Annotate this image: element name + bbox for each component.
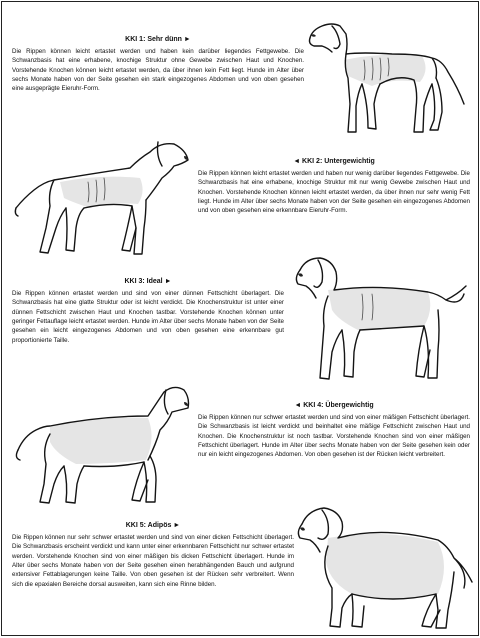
- kki-1-section: [12, 36, 304, 94]
- dog-illustration-ideal: [288, 250, 472, 388]
- kki-4-title: ◄ KKI 4: Übergewichtig: [294, 402, 374, 409]
- kki-4-section: [198, 402, 470, 460]
- kki-5-section: [12, 522, 294, 589]
- kki-4-text: Die Rippen können nur schwer ertastet werden und sind von einer mäßigen Fettschicht überlagert. Die Schwanzbasis ist leicht verdickt und beinhaltet eine mäßige Fettschicht zwischen Haut und Knochen. Die Knochenstruktur ist noch tastbar. Vorstehende Knochen sind von einer mäßigen Fettschicht überlagert. Hunde im Alter über sechs Monate haben von der Seite gesehen kein oder nur ein leicht eingezogenes Abdomen. Von oben gesehen ist der Rücken leicht verbreitert.: [198, 413, 470, 459]
- kki-3-section: [12, 278, 284, 345]
- kki-5-title: KKI 5: Adipös ►: [125, 522, 181, 529]
- kki-2-section: [198, 158, 470, 216]
- body-condition-chart: [1, 1, 479, 636]
- dog-illustration-underweight: [10, 128, 192, 262]
- kki-1-title: KKI 1: Sehr dünn ►: [125, 36, 191, 43]
- dog-illustration-obese: [292, 502, 474, 634]
- kki-5-text: Die Rippen können nur sehr schwer ertastet werden und sind von einer dicken Fettschicht überlagert. Die Schwanzbasis erscheint verdickt und kann unter einer erkennbaren Fettschicht nur schwer ertastet werden. Vorstehende Knochen sind von einer mäßigen bis dicken Fettschicht überlagert. Hunde im Alter über sechs Monate haben von der Seite gesehen einen herabhängenden Bauch und aufgrund extensiver Fettablagerungen keine Taille. Von oben gesehen ist der Rücken sehr verbreitert. Wenn sich die epaxialen Bereiche dorsal ausweiten, kann sich eine Rinne bilden.: [12, 533, 294, 588]
- kki-1-text: Die Rippen können leicht ertastet werden und haben kein darüber liegendes Fettgewebe. Die Schwanzbasis hat eine erhabene, knochige Struktur ohne Gewebe zwischen Haut und Knochen. Vorstehende Knochen können leicht ertastet werden, da über ihnen kein Fett liegt. Hunde im Alter über sechs Monate haben von der Seite gesehen ein stark eingezogenes Abdomen und von oben gesehen eine ausgeprägte Eieruhr-Form.: [12, 47, 304, 93]
- dog-illustration-very-thin: [302, 8, 472, 140]
- kki-2-text: Die Rippen können leicht ertastet werden und haben nur wenig darüber liegendes Fettgewebe. Die Schwanzbasis hat eine erhabene, knochige Struktur mit nur wenig Gewebe zwischen Haut und Knochen. Vorstehende Knochen können leicht ertastet werden, da über ihnen nur sehr wenig Fett liegt. Hunde im Alter über sechs Monate haben von der Seite gesehen ein eingezogenes Abdomen und von oben gesehen eine erkennbare Eieruhr-Form.: [198, 169, 470, 215]
- kki-3-title: KKI 3: Ideal ►: [124, 278, 172, 285]
- dog-illustration-overweight: [10, 380, 192, 510]
- kki-2-title: ◄ KKI 2: Untergewichtig: [293, 158, 375, 165]
- kki-3-text: Die Rippen können ertastet werden und sind von einer dünnen Fettschicht überlagert. Die Schwanzbasis hat eine glatte Struktur oder ist leicht verdickt. Die Knochenstruktur ist unter einer dünnen Fettschicht zwischen Haut und Knochen tastbar. Vorstehende Knochen können unter geringer Fettauflage leicht ertastet werden. Hunde im Alter über sechs Monate haben von der Seite gesehen ein leicht eingezogenes Abdomen und von oben gesehen eine erkennbare gut proportionierte Taille.: [12, 289, 284, 344]
